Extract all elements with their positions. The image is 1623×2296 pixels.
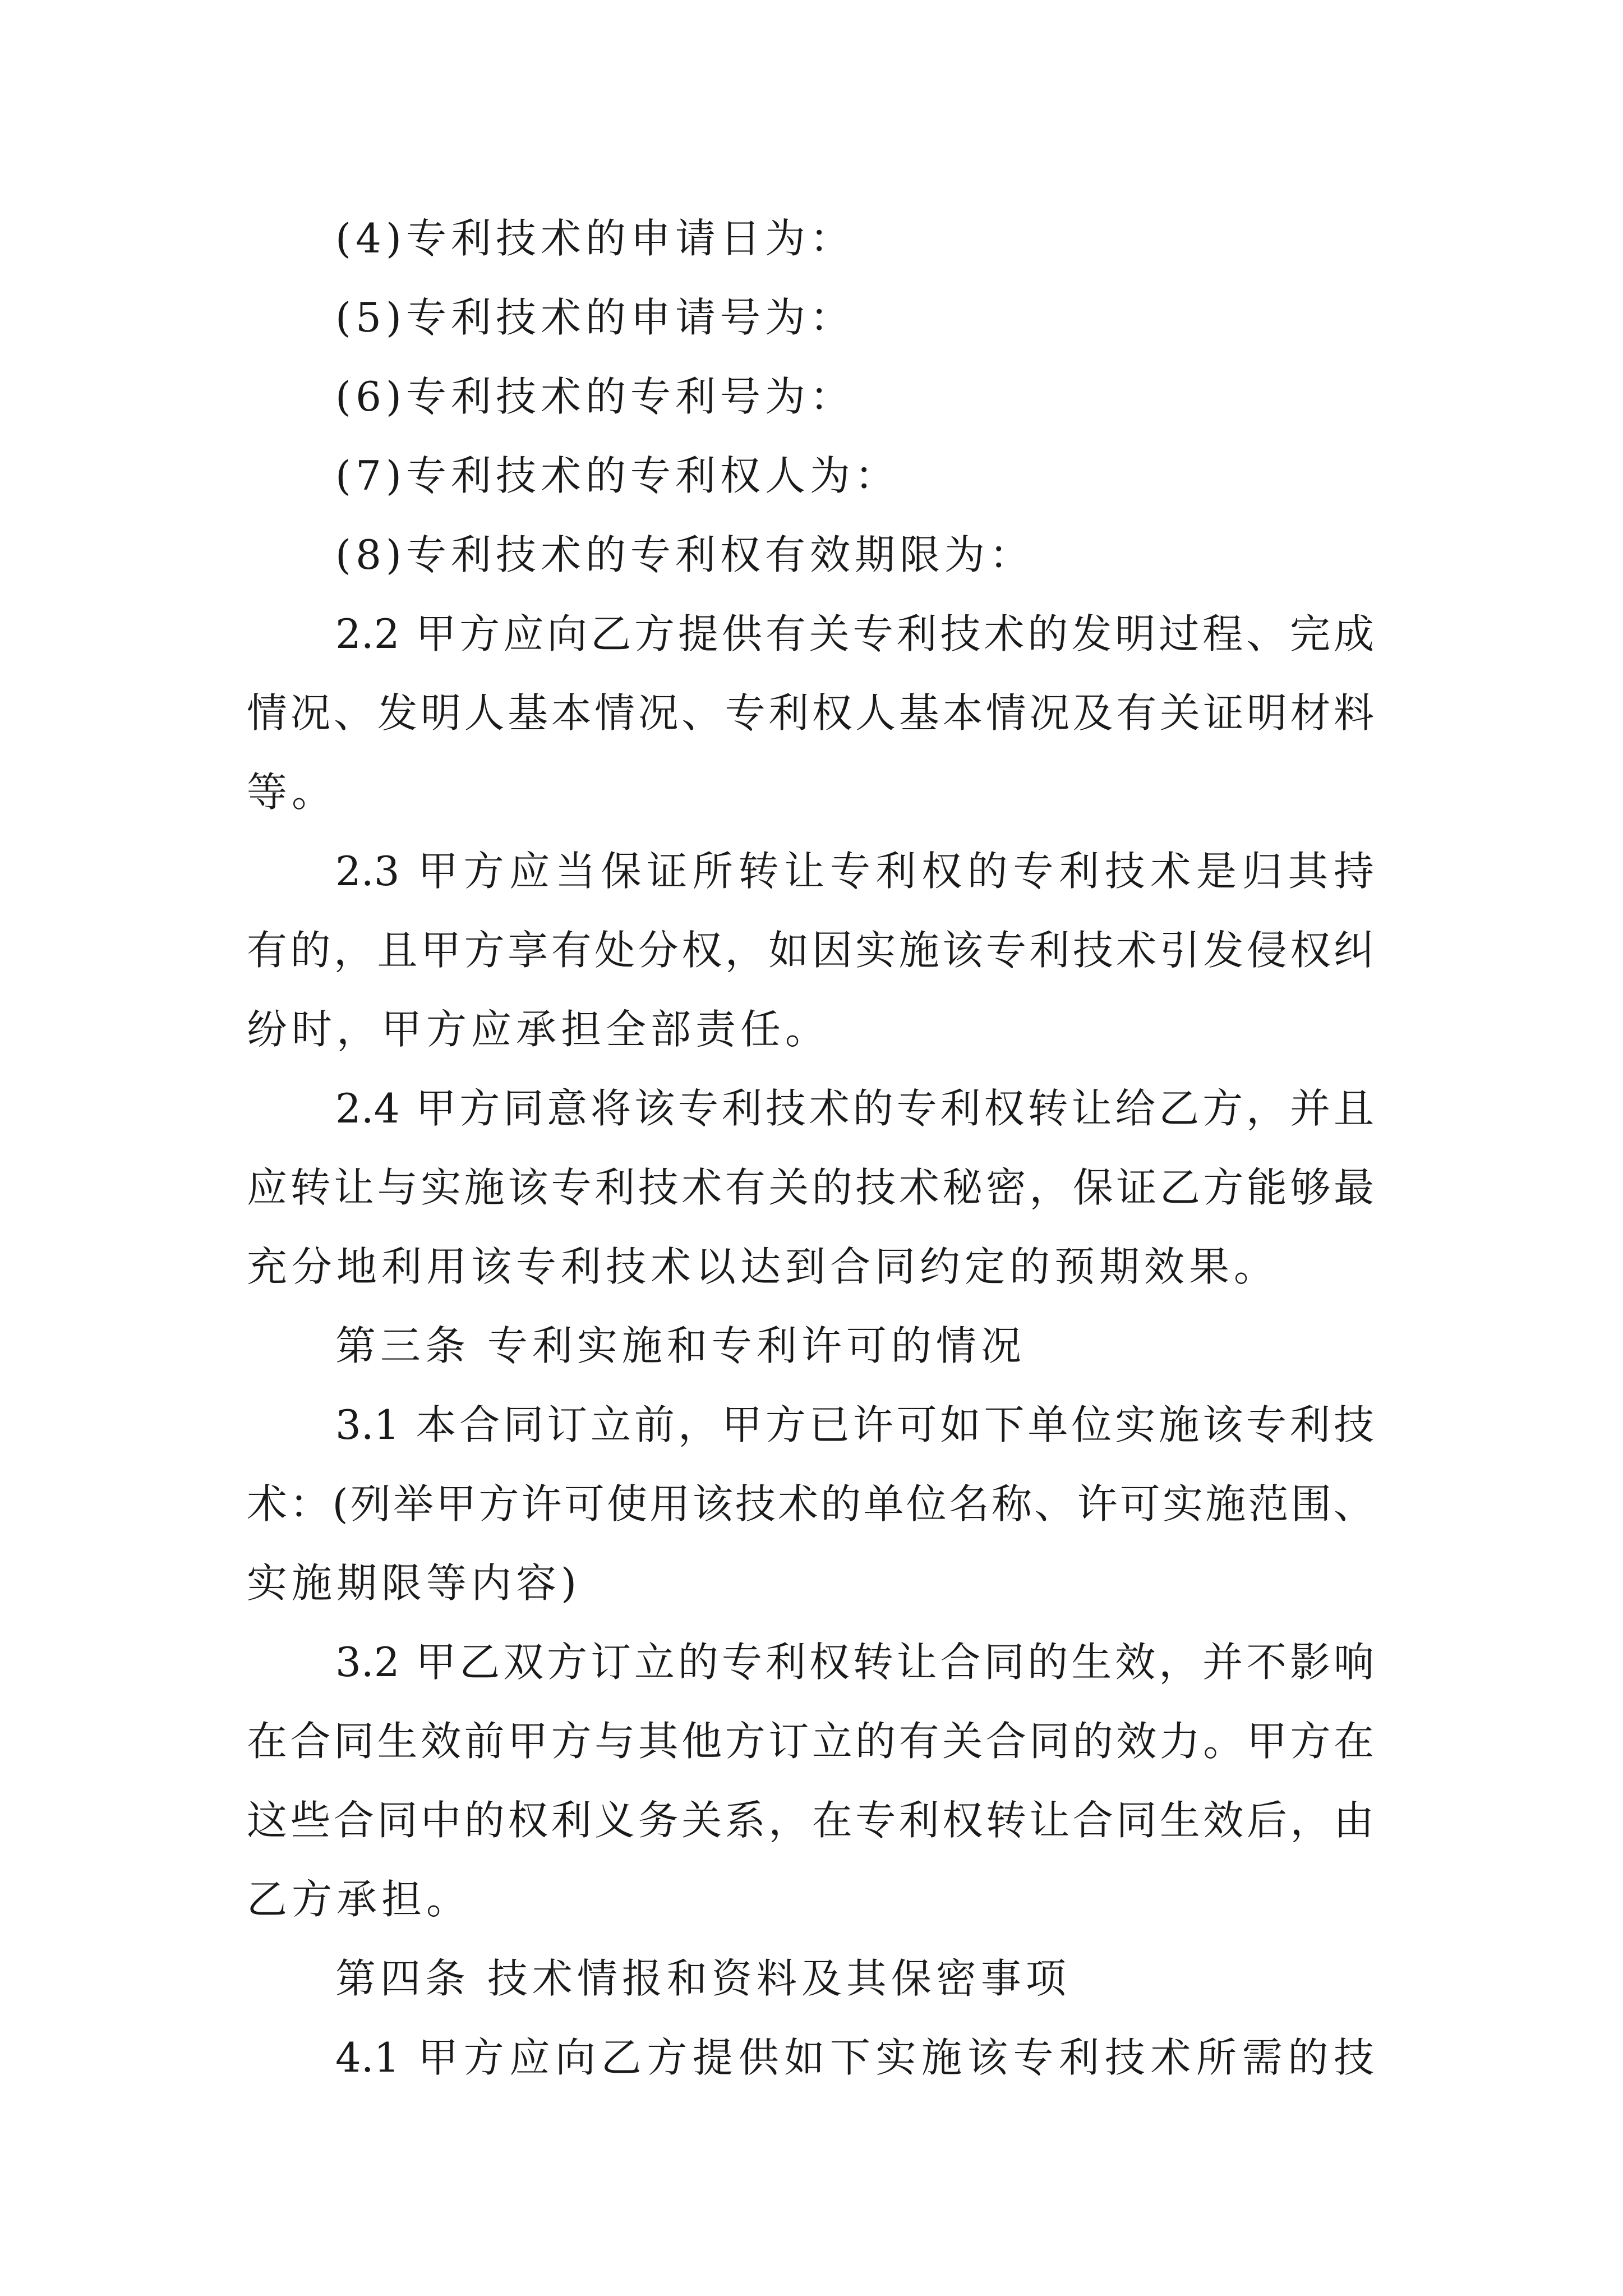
clause-2-4-line-3: 充分地利用该专利技术以达到合同约定的预期效果。 <box>247 1243 1279 1290</box>
item-7-patentee: (7)专利技术的专利权人为： <box>335 452 900 499</box>
clause-2-4-line-1: 2.4 甲方同意将该专利技术的专利权转让给乙方，并且 <box>335 1085 1374 1132</box>
clause-2-2-line-2: 情况、发明人基本情况、专利权人基本情况及有关证明材料 <box>247 689 1374 737</box>
clause-3-2-line-2: 在合同生效前甲方与其他方订立的有关合同的效力。甲方在 <box>247 1718 1374 1765</box>
clause-3-1-line-2: 术：(列举甲方许可使用该技术的单位名称、许可实施范围、 <box>247 1480 1374 1527</box>
item-4-application-date: (4)专利技术的申请日为： <box>335 215 855 262</box>
clause-3-1-line-3: 实施期限等内容) <box>247 1559 582 1607</box>
clause-3-1-line-1: 3.1 本合同订立前，甲方已许可如下单位实施该专利技 <box>335 1401 1374 1448</box>
clause-3-2-line-1: 3.2 甲乙双方订立的专利权转让合同的生效，并不影响 <box>335 1639 1374 1686</box>
clause-2-3-line-3: 纷时，甲方应承担全部责任。 <box>247 1006 831 1053</box>
clause-3-2-line-3: 这些合同中的权利义务关系，在专利权转让合同生效后，由 <box>247 1797 1374 1844</box>
clause-4-1-line-1: 4.1 甲方应向乙方提供如下实施该专利技术所需的技 <box>335 2034 1374 2081</box>
clause-2-3-line-1: 2.3 甲方应当保证所转让专利权的专利技术是归其持 <box>335 848 1374 895</box>
item-8-validity-period: (8)专利技术的专利权有效期限为： <box>335 531 1034 578</box>
clause-2-2-line-1: 2.2 甲方应向乙方提供有关专利技术的发明过程、完成 <box>335 610 1374 657</box>
clause-2-4-line-2: 应转让与实施该专利技术有关的技术秘密，保证乙方能够最 <box>247 1164 1374 1211</box>
clause-2-3-line-2: 有的，且甲方享有处分权，如因实施该专利技术引发侵权纠 <box>247 927 1374 974</box>
clause-2-2-line-3: 等。 <box>247 769 337 816</box>
article-4-heading: 第四条 技术情报和资料及其保密事项 <box>335 1955 1071 2002</box>
item-6-patent-number: (6)专利技术的专利号为： <box>335 373 855 420</box>
article-3-heading: 第三条 专利实施和专利许可的情况 <box>335 1322 1026 1369</box>
clause-3-2-line-4: 乙方承担。 <box>247 1876 472 1923</box>
item-5-application-number: (5)专利技术的申请号为： <box>335 294 855 341</box>
